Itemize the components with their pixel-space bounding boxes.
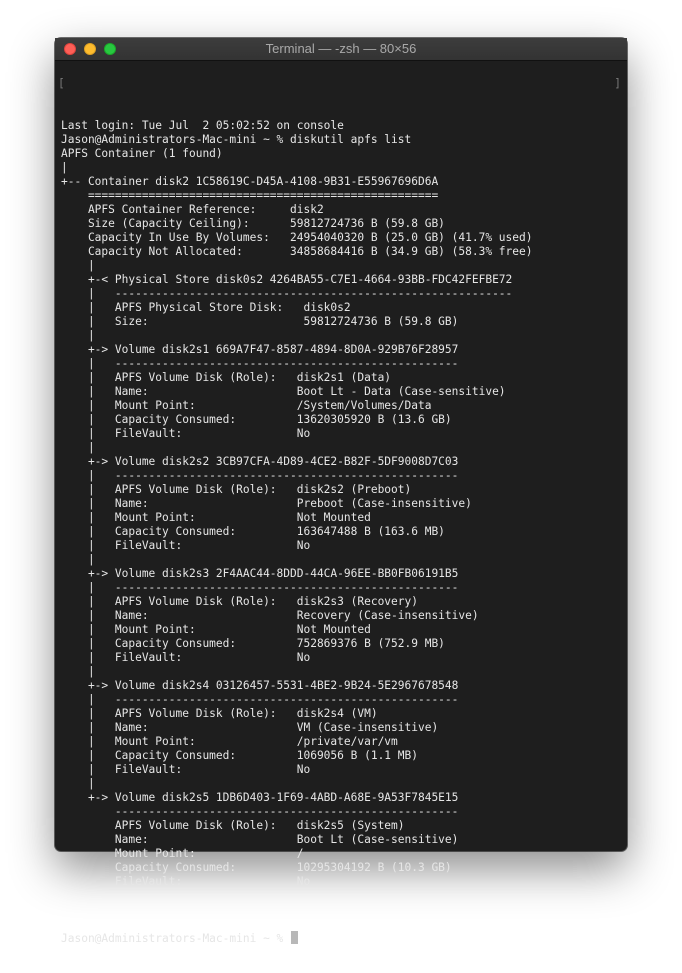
- terminal-line: Last login: Tue Jul 2 05:02:52 on console: [61, 119, 344, 132]
- terminal-line: | FileVault: No: [61, 539, 311, 552]
- terminal-lines: [61, 119, 621, 903]
- terminal-line: | Name: Preboot (Case-insensitive): [61, 497, 472, 510]
- terminal-line: | Mount Point: /System/Volumes/Data: [61, 399, 432, 412]
- terminal-line: +-> Volume disk2s4 03126457-5531-4BE2-9B24-5E2967678548: [61, 679, 459, 692]
- terminal-line: | ---------------------------------------------------: [61, 469, 459, 482]
- terminal-line: | FileVault: No: [61, 651, 311, 664]
- prompt-text: Jason@Administrators-Mac-mini ~ %: [61, 932, 291, 945]
- terminal-line: | FileVault: No: [61, 763, 311, 776]
- terminal-line: Name: Boot Lt (Case-sensitive): [61, 833, 459, 846]
- terminal-line: |: [61, 665, 95, 678]
- terminal-window: [55, 38, 627, 945]
- mark-bracket-right: ]: [614, 77, 621, 90]
- terminal-line: ---------------------------------------------------: [61, 805, 459, 818]
- terminal-line: |: [61, 553, 95, 566]
- terminal-line: +-- Container disk2 1C58619C-D45A-4108-9B31-E55967696D6A: [61, 175, 439, 188]
- terminal-line: | APFS Volume Disk (Role): disk2s3 (Recovery): [61, 595, 418, 608]
- terminal-line: | ---------------------------------------------------: [61, 581, 459, 594]
- terminal-line: +-> Volume disk2s2 3CB97CFA-4D89-4CE2-B82F-5DF9008D7C03: [61, 455, 459, 468]
- text-cursor: [291, 931, 298, 944]
- terminal-line: |: [61, 161, 68, 174]
- terminal-output[interactable]: [58, 63, 621, 945]
- terminal-line: |: [61, 259, 95, 272]
- terminal-line: | ---------------------------------------------------: [61, 357, 459, 370]
- terminal-line: +-> Volume disk2s5 1DB6D403-1F69-4ABD-A68E-9A53F7845E15: [61, 791, 459, 804]
- terminal-line: | Name: VM (Case-insensitive): [61, 721, 439, 734]
- terminal-line: |: [61, 441, 95, 454]
- terminal-line: | -----------------------------------------------------------: [61, 287, 513, 300]
- terminal-line: [61, 889, 621, 903]
- terminal-line: +-> Volume disk2s1 669A7F47-8587-4894-8D0A-929B76F28957: [61, 343, 459, 356]
- terminal-line: | APFS Volume Disk (Role): disk2s2 (Preboot): [61, 483, 412, 496]
- terminal-line: Capacity Not Allocated: 34858684416 B (34.9 GB) (58.3% free): [61, 245, 533, 258]
- terminal-line: FileVault: No: [61, 875, 311, 888]
- terminal-line: APFS Container Reference: disk2: [61, 203, 324, 216]
- terminal-line: ====================================================: [61, 189, 439, 202]
- terminal-line: | Size: 59812724736 B (59.8 GB): [61, 315, 459, 328]
- terminal-line: | FileVault: No: [61, 427, 311, 440]
- terminal-line: Size (Capacity Ceiling): 59812724736 B (59.8 GB): [61, 217, 445, 230]
- terminal-line: Mount Point: /: [61, 847, 304, 860]
- terminal-line: APFS Container (1 found): [61, 147, 223, 160]
- mark-bracket-left: [: [58, 77, 65, 90]
- terminal-line: | Name: Recovery (Case-insensitive): [61, 609, 479, 622]
- terminal-line: | Capacity Consumed: 1069056 B (1.1 MB): [61, 749, 418, 762]
- terminal-line: |: [61, 777, 95, 790]
- terminal-line: | Name: Boot Lt - Data (Case-sensitive): [61, 385, 506, 398]
- terminal-line: Capacity In Use By Volumes: 24954040320 B (25.0 GB) (41.7% used): [61, 231, 533, 244]
- terminal-line: | APFS Volume Disk (Role): disk2s1 (Data): [61, 371, 392, 384]
- terminal-line: | ---------------------------------------------------: [61, 693, 459, 706]
- prompt-line[interactable]: [61, 931, 621, 945]
- terminal-line: | Capacity Consumed: 13620305920 B (13.6 GB): [61, 413, 452, 426]
- terminal-line: | Capacity Consumed: 752869376 B (752.9 MB): [61, 637, 445, 650]
- terminal-line: Jason@Administrators-Mac-mini ~ % diskutil apfs list: [61, 133, 412, 146]
- terminal-line: |: [61, 329, 95, 342]
- terminal-line: Capacity Consumed: 10295304192 B (10.3 GB): [61, 861, 452, 874]
- terminal-line: | Mount Point: /private/var/vm: [61, 735, 398, 748]
- terminal-line: | Mount Point: Not Mounted: [61, 623, 371, 636]
- terminal-line: | APFS Volume Disk (Role): disk2s4 (VM): [61, 707, 378, 720]
- terminal-line: | Mount Point: Not Mounted: [61, 511, 371, 524]
- terminal-line: | APFS Physical Store Disk: disk0s2: [61, 301, 351, 314]
- window-title: Terminal — -zsh — 80×56: [265, 41, 417, 56]
- terminal-line: +-> Volume disk2s3 2F4AAC44-8DDD-44CA-96EE-BB0FB06191B5: [61, 567, 459, 580]
- title-bar[interactable]: [55, 38, 627, 61]
- terminal-line: | Capacity Consumed: 163647488 B (163.6 MB): [61, 525, 445, 538]
- terminal-line: +-< Physical Store disk0s2 4264BA55-C7E1-4664-93BB-FDC42FEFBE72: [61, 273, 513, 286]
- terminal-line: APFS Volume Disk (Role): disk2s5 (System): [61, 819, 405, 832]
